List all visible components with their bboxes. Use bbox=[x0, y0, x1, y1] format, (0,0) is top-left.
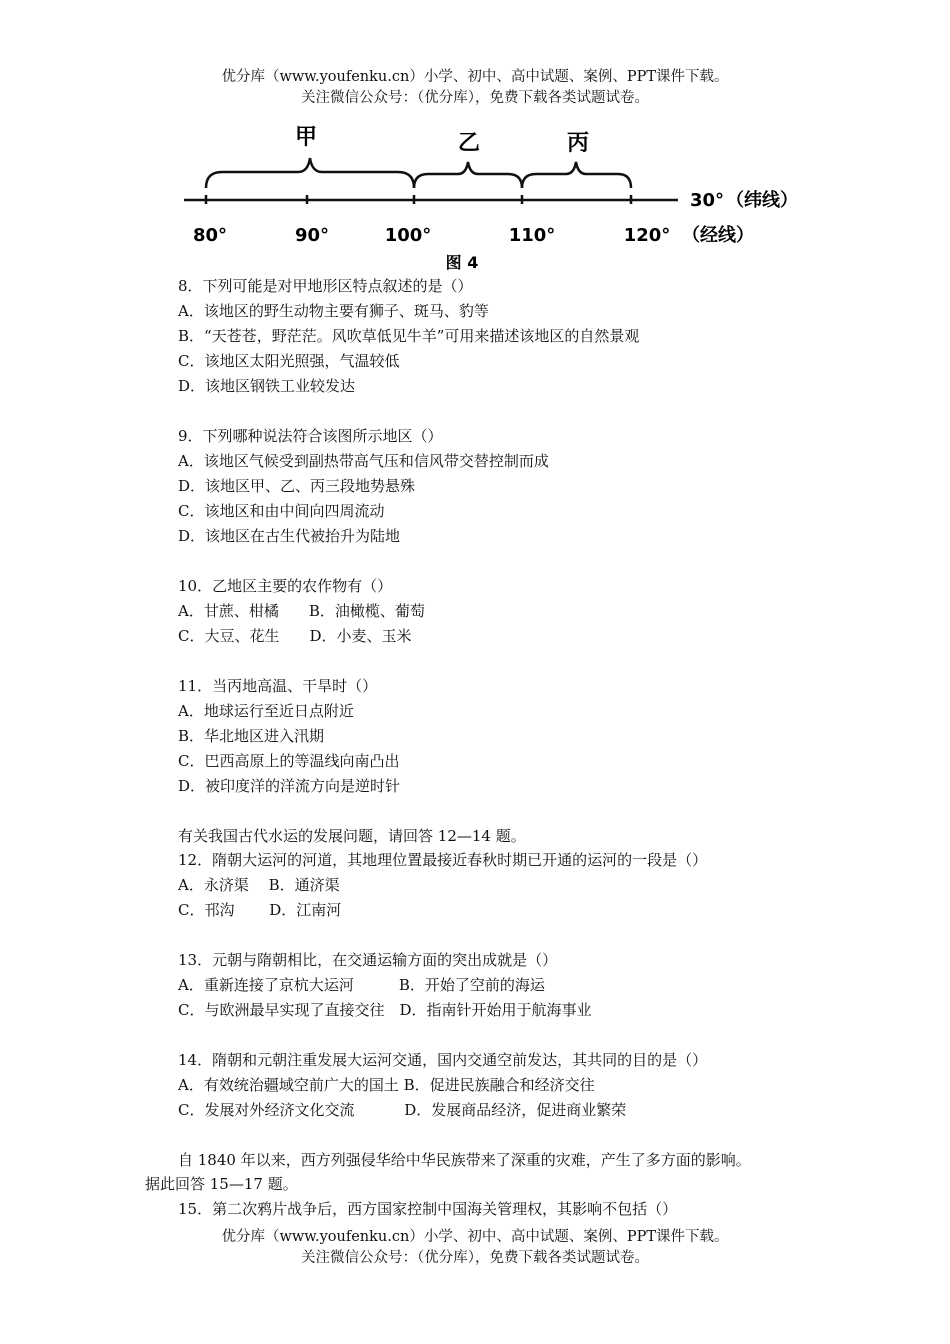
header-line-2: 关注微信公众号：（优分库），免费下载各类试题试卷。 bbox=[301, 90, 649, 106]
q11-option-d: D．被印度洋的洋流方向是逆时针 bbox=[178, 777, 401, 795]
brace-bing bbox=[522, 162, 631, 188]
q14-stem: 14．隋朝和元朝注重发展大运河交通，国内交通空前发达，其共同的目的是（） bbox=[178, 1051, 708, 1069]
q8-option-d: D．该地区钢铁工业较发达 bbox=[178, 377, 356, 395]
figure-caption: 图 4 bbox=[445, 253, 479, 272]
brace-jia bbox=[206, 158, 414, 188]
q14-options-ab: A．有效统治疆域空前广大的国土 B．促进民族融合和经济交往 bbox=[178, 1076, 595, 1094]
q9-option-a: A．该地区气候受到副热带高气压和信风带交替控制而成 bbox=[178, 452, 549, 470]
header-line-1: 优分库（www.youfenku.cn）小学、初中、高中试题、案例、PPT课件下载。 bbox=[221, 69, 729, 85]
footer-line-1: 优分库（www.youfenku.cn）小学、初中、高中试题、案例、PPT课件下载。 bbox=[221, 1229, 729, 1245]
q8-option-b: B．“天苍苍，野茫茫。风吹草低见牛羊”可用来描述该地区的自然景观 bbox=[178, 327, 640, 345]
region-label-yi: 乙 bbox=[457, 131, 481, 156]
q9-stem: 9．下列哪种说法符合该图所示地区（） bbox=[178, 427, 443, 445]
footer-line-2: 关注微信公众号：（优分库），免费下载各类试题试卷。 bbox=[301, 1250, 649, 1266]
q11-option-c: C．巴西高原上的等温线向南凸出 bbox=[178, 752, 400, 770]
region-label-jia: 甲 bbox=[294, 125, 318, 150]
q14-options-cd: C．发展对外经济文化交流 D．发展商品经济，促进商业繁荣 bbox=[178, 1101, 627, 1119]
q9-option-c: C．该地区和由中间向四周流动 bbox=[178, 502, 385, 520]
latitude-label: 30° bbox=[690, 190, 725, 211]
latitude-note: （纬线） bbox=[726, 190, 798, 211]
figure-4-diagram bbox=[170, 118, 830, 278]
q8-option-a: A．该地区的野生动物主要有狮子、斑马、豹等 bbox=[178, 302, 489, 320]
q12-options-ab: A．永济渠 B．通济渠 bbox=[178, 876, 340, 894]
q11-option-b: B．华北地区进入汛期 bbox=[178, 727, 325, 745]
section-intro-15-17-cont: 据此回答 15—17 题。 bbox=[145, 1175, 298, 1193]
q8-stem: 8．下列可能是对甲地形区特点叙述的是（） bbox=[178, 277, 473, 295]
q10-options-ab: A．甘蔗、柑橘 B．油橄榄、葡萄 bbox=[178, 602, 425, 620]
brace-yi bbox=[414, 162, 522, 188]
q9-option-d1: D．该地区甲、乙、丙三段地势悬殊 bbox=[178, 477, 416, 495]
q11-stem: 11．当丙地高温、干旱时（） bbox=[178, 677, 378, 695]
q12-options-cd: C．邗沟 D．江南河 bbox=[178, 901, 342, 919]
q10-options-cd: C．大豆、花生 D．小麦、玉米 bbox=[178, 627, 412, 645]
q12-stem: 12．隋朝大运河的河道，其地理位置最接近春秋时期已开通的运河的一段是（） bbox=[178, 851, 708, 869]
longitude-label-110: 110° bbox=[508, 225, 556, 246]
q15-stem: 15．第二次鸦片战争后，西方国家控制中国海关管理权，其影响不包括（） bbox=[178, 1200, 678, 1218]
q11-option-a: A．地球运行至近日点附近 bbox=[178, 702, 354, 720]
longitude-label-100: 100° bbox=[384, 225, 432, 246]
longitude-label-90: 90° bbox=[294, 225, 330, 246]
section-intro-12-14: 有关我国古代水运的发展问题，请回答 12—14 题。 bbox=[178, 827, 526, 845]
q13-stem: 13．元朝与隋朝相比，在交通运输方面的突出成就是（） bbox=[178, 951, 558, 969]
q9-option-d2: D．该地区在古生代被抬升为陆地 bbox=[178, 527, 401, 545]
q10-stem: 10．乙地区主要的农作物有（） bbox=[178, 577, 393, 595]
q13-options-cd: C．与欧洲最早实现了直接交往 D．指南针开始用于航海事业 bbox=[178, 1001, 592, 1019]
longitude-note: （经线） bbox=[682, 225, 754, 246]
q13-options-ab: A．重新连接了京杭大运河 B．开始了空前的海运 bbox=[178, 976, 545, 994]
q8-option-c: C．该地区太阳光照强，气温较低 bbox=[178, 352, 400, 370]
section-intro-15-17: 自 1840 年以来，西方列强侵华给中华民族带来了深重的灾难，产生了多方面的影响。 bbox=[178, 1151, 751, 1169]
longitude-label-80: 80° bbox=[192, 225, 228, 246]
region-label-bing: 丙 bbox=[566, 131, 590, 156]
longitude-label-120: 120° bbox=[623, 225, 671, 246]
